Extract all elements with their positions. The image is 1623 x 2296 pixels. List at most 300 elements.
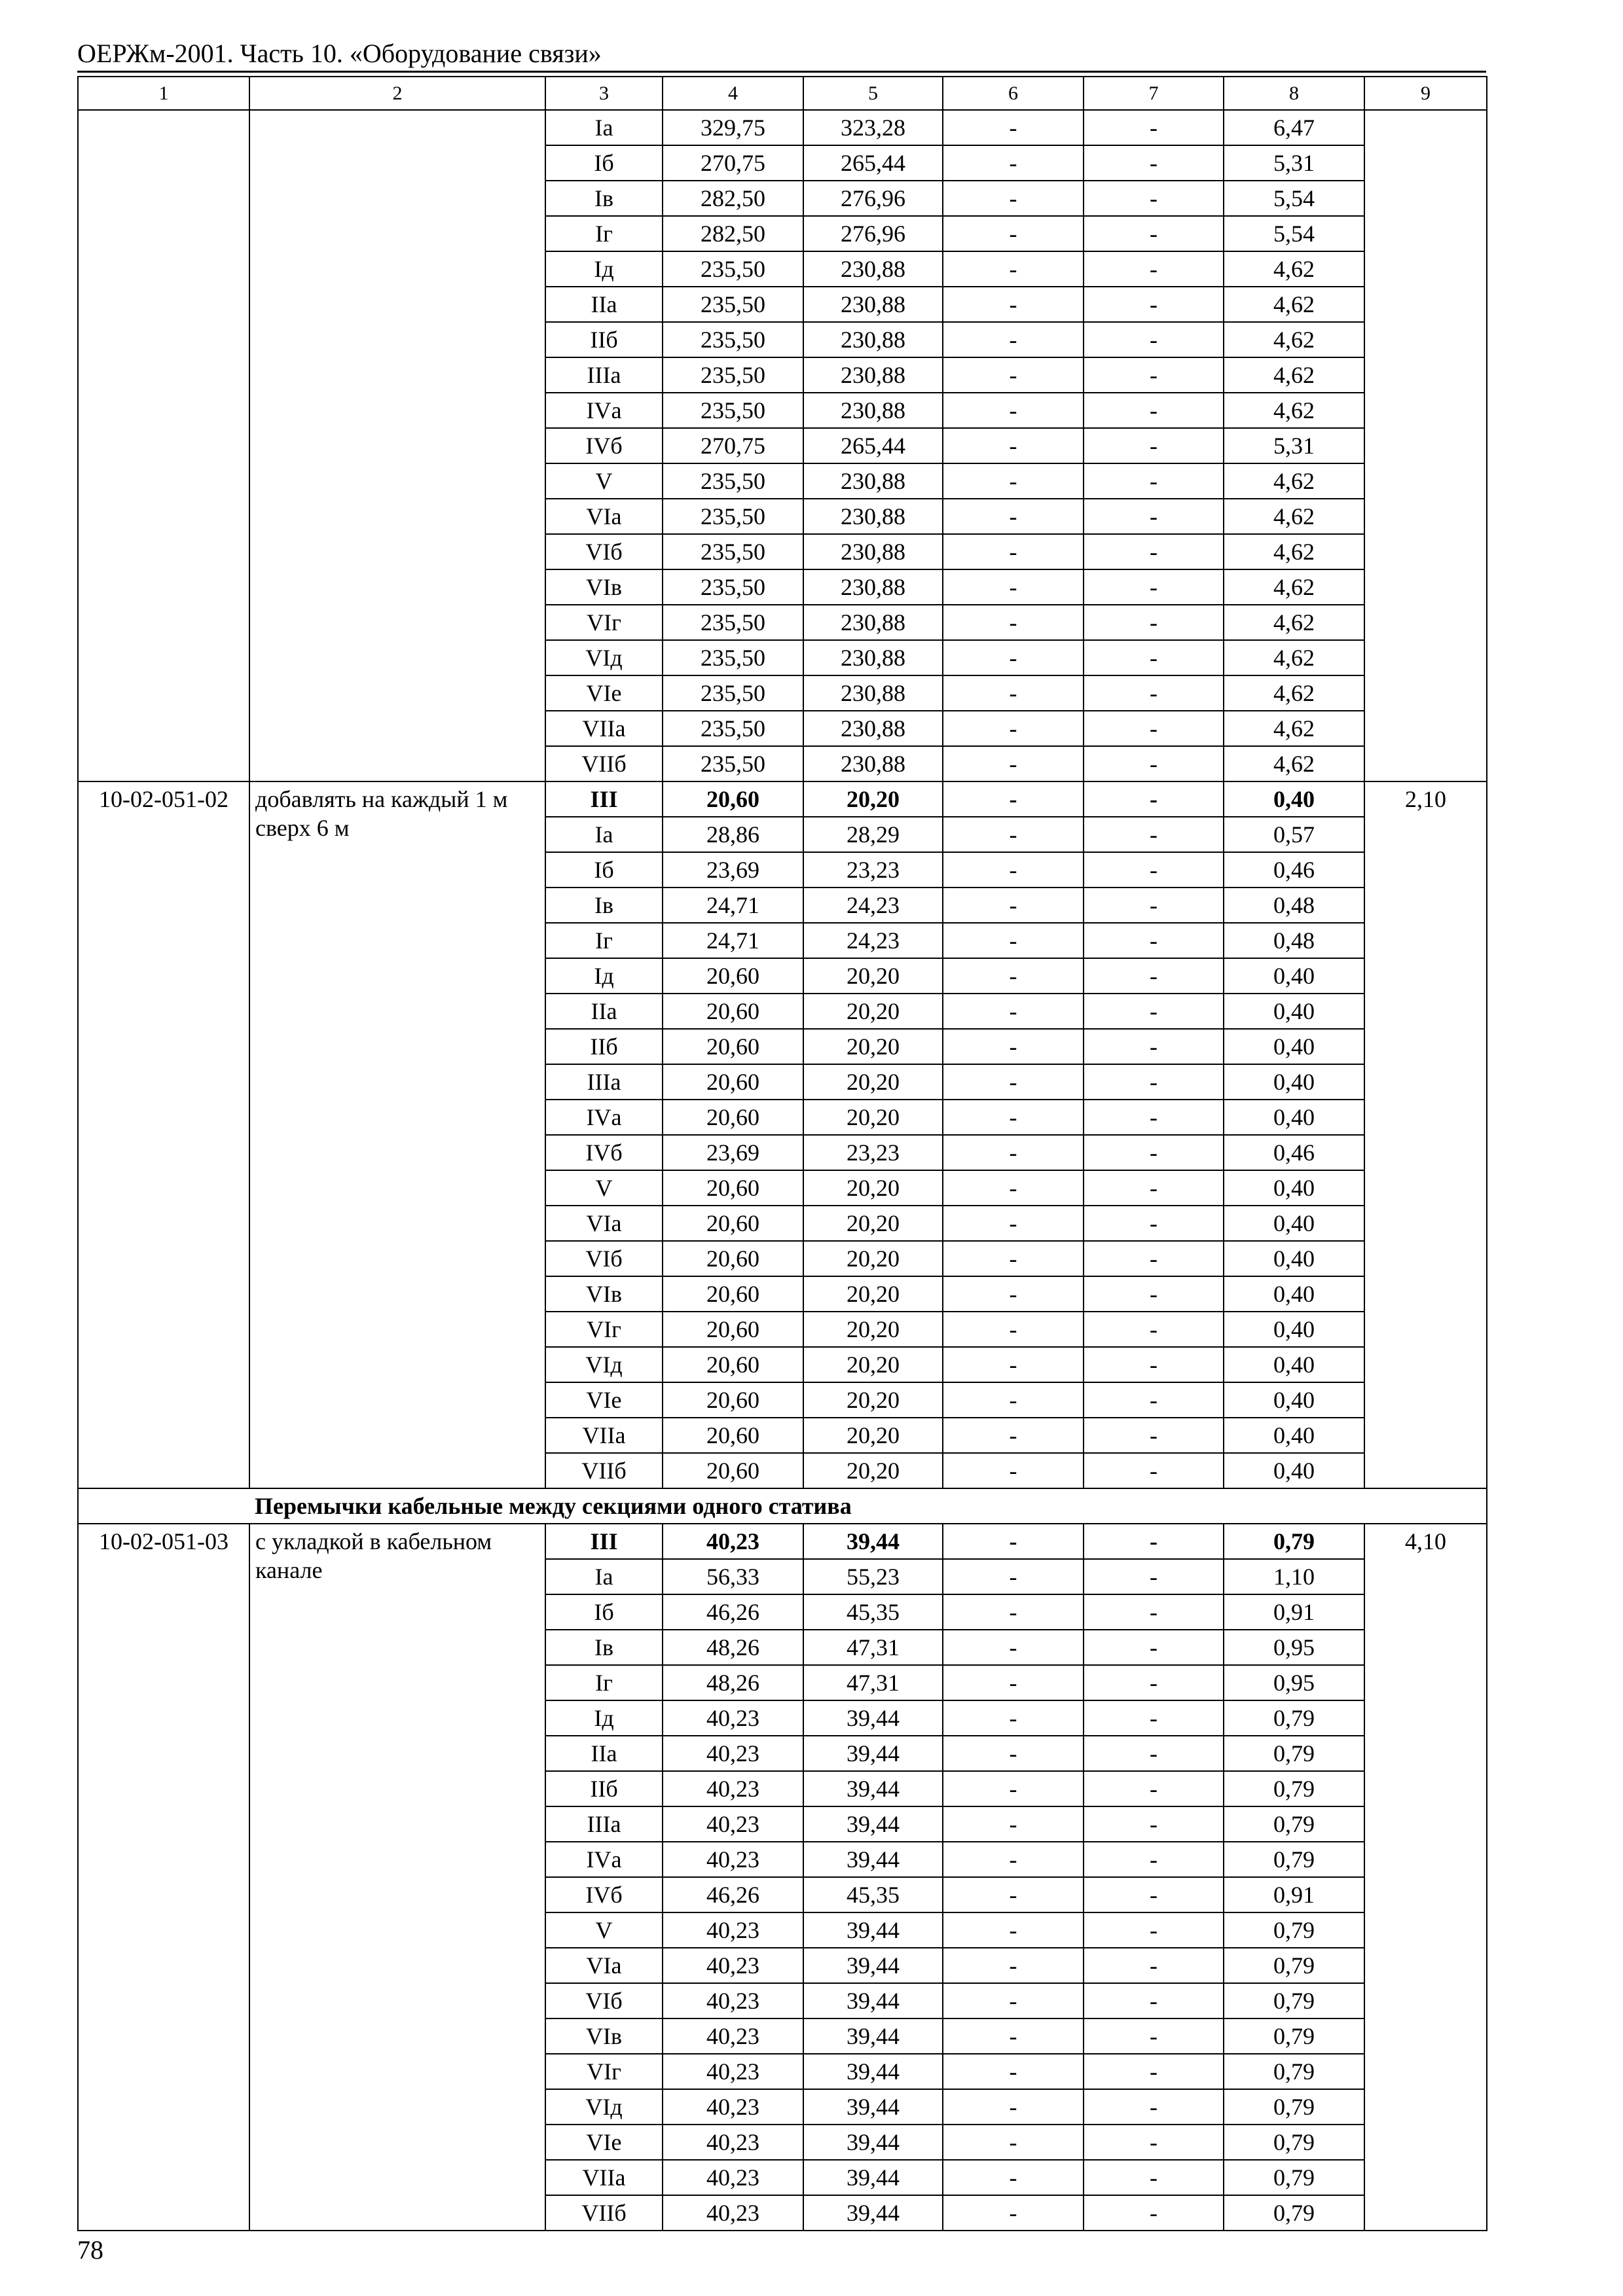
- value-cell: 0,79: [1224, 2089, 1364, 2125]
- value-cell: 0,79: [1224, 2018, 1364, 2054]
- value-cell: -: [943, 322, 1084, 357]
- value-cell: 230,88: [803, 463, 943, 499]
- value-cell: 20,60: [663, 1418, 803, 1453]
- value-cell: 4,62: [1224, 322, 1364, 357]
- value-cell: 0,79: [1224, 1912, 1364, 1948]
- zone-cell: IVб: [545, 1135, 663, 1170]
- value-cell: -: [943, 1842, 1084, 1877]
- zone-cell: VIг: [545, 2054, 663, 2089]
- value-cell: 20,20: [803, 1347, 943, 1382]
- value-cell: 235,50: [663, 287, 803, 322]
- value-cell: 20,60: [663, 1206, 803, 1241]
- zone-cell: VIв: [545, 2018, 663, 2054]
- value-cell: 56,33: [663, 1559, 803, 1594]
- value-cell: -: [1084, 994, 1224, 1029]
- zone-cell: VIIа: [545, 711, 663, 746]
- value-cell: 0,46: [1224, 1135, 1364, 1170]
- value-cell: 4,62: [1224, 357, 1364, 393]
- zone-cell: IIб: [545, 1029, 663, 1064]
- rates-table: [77, 76, 1487, 2231]
- zone-cell: VIг: [545, 1312, 663, 1347]
- value-cell: 40,23: [663, 1700, 803, 1736]
- zone-cell: III: [545, 781, 663, 817]
- column-number: 7: [1084, 77, 1224, 110]
- value-cell: 5,31: [1224, 145, 1364, 181]
- zone-cell: VIв: [545, 1276, 663, 1312]
- value-cell: -: [943, 781, 1084, 817]
- value-cell: -: [1084, 1170, 1224, 1206]
- zone-cell: VIа: [545, 1206, 663, 1241]
- zone-cell: VIIб: [545, 746, 663, 781]
- zone-cell: IIIа: [545, 1064, 663, 1100]
- value-cell: -: [943, 569, 1084, 605]
- column-number: 8: [1224, 77, 1364, 110]
- zone-cell: VIд: [545, 2089, 663, 2125]
- zone-cell: Iа: [545, 1559, 663, 1594]
- value-cell: 276,96: [803, 216, 943, 251]
- value-cell: 40,23: [663, 1771, 803, 1806]
- value-cell: -: [1084, 1100, 1224, 1135]
- value-cell: -: [1084, 357, 1224, 393]
- value-cell: 0,79: [1224, 2054, 1364, 2089]
- value-cell: -: [943, 428, 1084, 463]
- zone-cell: VIд: [545, 640, 663, 675]
- value-cell: 0,40: [1224, 1347, 1364, 1382]
- value-cell: 40,23: [663, 2054, 803, 2089]
- value-cell: -: [943, 1912, 1084, 1948]
- value-cell: 230,88: [803, 357, 943, 393]
- value-cell: 235,50: [663, 357, 803, 393]
- value-cell: -: [1084, 216, 1224, 251]
- value-cell: 40,23: [663, 2195, 803, 2231]
- value-cell: 235,50: [663, 322, 803, 357]
- column-number: 3: [545, 77, 663, 110]
- value-cell: -: [1084, 2018, 1224, 2054]
- value-cell: 40,23: [663, 2089, 803, 2125]
- value-cell: 39,44: [803, 2089, 943, 2125]
- value-cell: 39,44: [803, 2125, 943, 2160]
- value-cell: 39,44: [803, 1948, 943, 1983]
- value-cell: -: [1084, 1029, 1224, 1064]
- page-number: 78: [77, 2235, 103, 2265]
- value-cell: 0,79: [1224, 1948, 1364, 1983]
- value-cell: -: [943, 1029, 1084, 1064]
- value-cell: -: [943, 2160, 1084, 2195]
- section-heading-spacer: [78, 1488, 249, 1524]
- value-cell: -: [1084, 1983, 1224, 2018]
- description-cell: [249, 110, 545, 781]
- value-cell: -: [943, 216, 1084, 251]
- value-cell: 282,50: [663, 216, 803, 251]
- section-heading: Перемычки кабельные между секциями одного статива: [249, 1488, 1487, 1524]
- column-number: 4: [663, 77, 803, 110]
- value-cell: -: [1084, 1312, 1224, 1347]
- value-cell: -: [1084, 322, 1224, 357]
- zone-cell: IIа: [545, 1736, 663, 1771]
- column-number: 6: [943, 77, 1084, 110]
- value-cell: -: [943, 181, 1084, 216]
- value-cell: 0,95: [1224, 1665, 1364, 1700]
- value-cell: -: [943, 1170, 1084, 1206]
- value-cell: 23,23: [803, 852, 943, 888]
- value-cell: 24,23: [803, 923, 943, 958]
- value-cell: -: [943, 1559, 1084, 1594]
- value-cell: -: [1084, 251, 1224, 287]
- zone-cell: IIа: [545, 287, 663, 322]
- value-cell: -: [943, 1347, 1084, 1382]
- value-cell: 4,62: [1224, 569, 1364, 605]
- zone-cell: Iд: [545, 1700, 663, 1736]
- value-cell: -: [1084, 817, 1224, 852]
- zone-cell: V: [545, 463, 663, 499]
- value-cell: 24,71: [663, 888, 803, 923]
- value-cell: -: [943, 1630, 1084, 1665]
- value-cell: -: [1084, 1948, 1224, 1983]
- value-cell: 0,95: [1224, 1630, 1364, 1665]
- value-cell: 39,44: [803, 2195, 943, 2231]
- value-cell: -: [1084, 1806, 1224, 1842]
- value-cell: -: [943, 1771, 1084, 1806]
- value-cell: 0,48: [1224, 888, 1364, 923]
- value-cell: 0,79: [1224, 2125, 1364, 2160]
- zone-cell: III: [545, 1524, 663, 1559]
- value-cell: -: [1084, 675, 1224, 711]
- value-cell: 20,20: [803, 1100, 943, 1135]
- value-cell: -: [943, 605, 1084, 640]
- value-cell: 39,44: [803, 2018, 943, 2054]
- zone-cell: VIе: [545, 2125, 663, 2160]
- zone-cell: VIIб: [545, 2195, 663, 2231]
- value-cell: 20,20: [803, 1382, 943, 1418]
- value-cell: 0,40: [1224, 1241, 1364, 1276]
- value-cell: -: [943, 1594, 1084, 1630]
- value-cell: 20,20: [803, 958, 943, 994]
- value-cell: 20,20: [803, 1206, 943, 1241]
- value-cell: 1,10: [1224, 1559, 1364, 1594]
- value-cell: 0,40: [1224, 1206, 1364, 1241]
- value-cell: -: [943, 746, 1084, 781]
- zone-cell: VIд: [545, 1347, 663, 1382]
- value-cell: 45,35: [803, 1594, 943, 1630]
- value-cell: -: [943, 1453, 1084, 1488]
- zone-cell: VIг: [545, 605, 663, 640]
- value-cell: 0,40: [1224, 958, 1364, 994]
- value-cell: -: [1084, 499, 1224, 534]
- value-cell: 230,88: [803, 746, 943, 781]
- value-cell: -: [1084, 746, 1224, 781]
- value-cell: -: [943, 2125, 1084, 2160]
- value-cell: 23,23: [803, 1135, 943, 1170]
- value-cell: 20,60: [663, 781, 803, 817]
- value-cell: -: [943, 1276, 1084, 1312]
- value-cell: 4,62: [1224, 287, 1364, 322]
- value-cell: 0,40: [1224, 1312, 1364, 1347]
- value-cell: 230,88: [803, 711, 943, 746]
- value-cell: 329,75: [663, 110, 803, 145]
- zone-cell: Iа: [545, 110, 663, 145]
- value-cell: -: [1084, 1700, 1224, 1736]
- zone-cell: VIIб: [545, 1453, 663, 1488]
- value-cell: -: [943, 1948, 1084, 1983]
- value-cell: 4,62: [1224, 499, 1364, 534]
- value-cell: -: [1084, 2125, 1224, 2160]
- value-cell: 4,62: [1224, 746, 1364, 781]
- value-cell: 0,79: [1224, 1771, 1364, 1806]
- value-cell: -: [943, 1877, 1084, 1912]
- value-cell: -: [1084, 1559, 1224, 1594]
- value-cell: -: [1084, 781, 1224, 817]
- value-cell: 39,44: [803, 1983, 943, 2018]
- value-cell: -: [1084, 1453, 1224, 1488]
- value-cell: 235,50: [663, 463, 803, 499]
- description-cell: добавлять на каждый 1 м сверх 6 м: [249, 781, 545, 1488]
- value-cell: -: [1084, 1241, 1224, 1276]
- value-cell: 39,44: [803, 1842, 943, 1877]
- zone-cell: IIа: [545, 994, 663, 1029]
- value-cell: -: [1084, 1206, 1224, 1241]
- zone-cell: Iг: [545, 923, 663, 958]
- value-cell: -: [1084, 1842, 1224, 1877]
- value-cell: -: [943, 499, 1084, 534]
- code-cell: [78, 110, 249, 781]
- value-cell: 235,50: [663, 251, 803, 287]
- value-cell: 6,47: [1224, 110, 1364, 145]
- value-cell: 230,88: [803, 287, 943, 322]
- value-cell: 40,23: [663, 2125, 803, 2160]
- zone-cell: Iб: [545, 852, 663, 888]
- value-cell: -: [943, 994, 1084, 1029]
- value-cell: -: [943, 2195, 1084, 2231]
- value-cell: 20,60: [663, 1064, 803, 1100]
- value-cell: 235,50: [663, 746, 803, 781]
- zone-cell: IVа: [545, 393, 663, 428]
- value-cell: 20,60: [663, 1241, 803, 1276]
- value-cell: 40,23: [663, 1948, 803, 1983]
- value-cell: 20,60: [663, 1382, 803, 1418]
- value-cell: -: [1084, 1912, 1224, 1948]
- header-rule: [77, 71, 1486, 73]
- coefficient-cell: 2,10: [1364, 781, 1487, 1488]
- value-cell: 48,26: [663, 1630, 803, 1665]
- value-cell: 4,62: [1224, 251, 1364, 287]
- value-cell: 0,40: [1224, 1453, 1364, 1488]
- value-cell: 39,44: [803, 1736, 943, 1771]
- zone-cell: Iд: [545, 958, 663, 994]
- zone-cell: IVб: [545, 428, 663, 463]
- value-cell: 55,23: [803, 1559, 943, 1594]
- value-cell: 20,60: [663, 1170, 803, 1206]
- value-cell: 235,50: [663, 711, 803, 746]
- value-cell: -: [943, 1700, 1084, 1736]
- value-cell: -: [1084, 605, 1224, 640]
- value-cell: -: [1084, 1736, 1224, 1771]
- value-cell: 20,20: [803, 1453, 943, 1488]
- value-cell: 20,20: [803, 1170, 943, 1206]
- code-cell: 10-02-051-02: [78, 781, 249, 1488]
- value-cell: 47,31: [803, 1630, 943, 1665]
- value-cell: 48,26: [663, 1665, 803, 1700]
- value-cell: -: [943, 1064, 1084, 1100]
- value-cell: 0,40: [1224, 994, 1364, 1029]
- value-cell: 20,60: [663, 1312, 803, 1347]
- value-cell: 39,44: [803, 1700, 943, 1736]
- value-cell: 265,44: [803, 428, 943, 463]
- value-cell: -: [1084, 923, 1224, 958]
- value-cell: -: [943, 145, 1084, 181]
- value-cell: 5,54: [1224, 216, 1364, 251]
- value-cell: 276,96: [803, 181, 943, 216]
- zone-cell: IVб: [545, 1877, 663, 1912]
- value-cell: 0,79: [1224, 1806, 1364, 1842]
- value-cell: -: [1084, 569, 1224, 605]
- value-cell: -: [943, 958, 1084, 994]
- column-number-row: [78, 77, 1487, 110]
- value-cell: 20,20: [803, 1418, 943, 1453]
- value-cell: 230,88: [803, 251, 943, 287]
- value-cell: -: [943, 2054, 1084, 2089]
- value-cell: -: [1084, 2089, 1224, 2125]
- value-cell: 5,31: [1224, 428, 1364, 463]
- value-cell: -: [1084, 852, 1224, 888]
- value-cell: 20,60: [663, 1453, 803, 1488]
- zone-cell: IIIа: [545, 357, 663, 393]
- value-cell: -: [1084, 888, 1224, 923]
- rates-table-body: [78, 77, 1487, 2231]
- value-cell: 47,31: [803, 1665, 943, 1700]
- value-cell: -: [943, 2089, 1084, 2125]
- value-cell: 230,88: [803, 605, 943, 640]
- value-cell: 20,60: [663, 994, 803, 1029]
- value-cell: -: [1084, 110, 1224, 145]
- value-cell: 40,23: [663, 2018, 803, 2054]
- value-cell: 24,23: [803, 888, 943, 923]
- zone-cell: V: [545, 1170, 663, 1206]
- value-cell: 230,88: [803, 322, 943, 357]
- value-cell: 0,48: [1224, 923, 1364, 958]
- zone-cell: VIIа: [545, 1418, 663, 1453]
- value-cell: 282,50: [663, 181, 803, 216]
- column-number: 2: [249, 77, 545, 110]
- value-cell: -: [1084, 1771, 1224, 1806]
- value-cell: 20,60: [663, 1276, 803, 1312]
- value-cell: -: [1084, 145, 1224, 181]
- value-cell: -: [943, 251, 1084, 287]
- value-cell: 4,62: [1224, 640, 1364, 675]
- value-cell: 0,40: [1224, 781, 1364, 817]
- value-cell: -: [943, 287, 1084, 322]
- value-cell: -: [943, 675, 1084, 711]
- zone-cell: V: [545, 1912, 663, 1948]
- value-cell: -: [943, 923, 1084, 958]
- value-cell: -: [1084, 1594, 1224, 1630]
- value-cell: 230,88: [803, 499, 943, 534]
- value-cell: -: [943, 1665, 1084, 1700]
- value-cell: -: [943, 1418, 1084, 1453]
- value-cell: 230,88: [803, 393, 943, 428]
- value-cell: 4,62: [1224, 393, 1364, 428]
- value-cell: 4,62: [1224, 605, 1364, 640]
- value-cell: -: [1084, 711, 1224, 746]
- value-cell: 23,69: [663, 852, 803, 888]
- zone-cell: Iд: [545, 251, 663, 287]
- value-cell: 0,79: [1224, 2195, 1364, 2231]
- value-cell: 39,44: [803, 1912, 943, 1948]
- value-cell: 235,50: [663, 393, 803, 428]
- value-cell: -: [943, 1524, 1084, 1559]
- zone-cell: IIIа: [545, 1806, 663, 1842]
- value-cell: 4,62: [1224, 463, 1364, 499]
- value-cell: -: [943, 110, 1084, 145]
- zone-cell: IIб: [545, 1771, 663, 1806]
- value-cell: 39,44: [803, 1524, 943, 1559]
- section-heading-row: [78, 1488, 1487, 1524]
- value-cell: 0,46: [1224, 852, 1364, 888]
- value-cell: -: [1084, 1877, 1224, 1912]
- value-cell: 20,20: [803, 1312, 943, 1347]
- value-cell: -: [943, 1736, 1084, 1771]
- value-cell: 20,60: [663, 1100, 803, 1135]
- zone-cell: VIа: [545, 1948, 663, 1983]
- value-cell: 0,91: [1224, 1877, 1364, 1912]
- value-cell: -: [943, 463, 1084, 499]
- zone-cell: VIа: [545, 499, 663, 534]
- value-cell: 40,23: [663, 1806, 803, 1842]
- value-cell: -: [943, 357, 1084, 393]
- description-cell: с укладкой в кабельном канале: [249, 1524, 545, 2231]
- value-cell: -: [1084, 393, 1224, 428]
- value-cell: 45,35: [803, 1877, 943, 1912]
- value-cell: 40,23: [663, 2160, 803, 2195]
- value-cell: 0,40: [1224, 1064, 1364, 1100]
- value-cell: -: [1084, 958, 1224, 994]
- value-cell: 0,57: [1224, 817, 1364, 852]
- value-cell: 230,88: [803, 640, 943, 675]
- table-row: [78, 110, 1487, 145]
- value-cell: 46,26: [663, 1877, 803, 1912]
- value-cell: 235,50: [663, 640, 803, 675]
- value-cell: -: [1084, 2054, 1224, 2089]
- value-cell: -: [943, 640, 1084, 675]
- value-cell: -: [1084, 1665, 1224, 1700]
- column-number: 5: [803, 77, 943, 110]
- zone-cell: VIIа: [545, 2160, 663, 2195]
- value-cell: -: [943, 817, 1084, 852]
- value-cell: 235,50: [663, 534, 803, 569]
- table-row: [78, 781, 1487, 817]
- value-cell: -: [1084, 1418, 1224, 1453]
- value-cell: -: [1084, 1064, 1224, 1100]
- value-cell: 4,62: [1224, 711, 1364, 746]
- value-cell: -: [943, 1241, 1084, 1276]
- zone-cell: VIе: [545, 675, 663, 711]
- value-cell: -: [1084, 463, 1224, 499]
- zone-cell: VIв: [545, 569, 663, 605]
- value-cell: 270,75: [663, 145, 803, 181]
- value-cell: 230,88: [803, 534, 943, 569]
- value-cell: 4,62: [1224, 675, 1364, 711]
- zone-cell: Iв: [545, 888, 663, 923]
- value-cell: -: [1084, 1524, 1224, 1559]
- value-cell: 24,71: [663, 923, 803, 958]
- value-cell: -: [943, 2018, 1084, 2054]
- zone-cell: Iб: [545, 1594, 663, 1630]
- value-cell: -: [1084, 1382, 1224, 1418]
- value-cell: 39,44: [803, 2160, 943, 2195]
- value-cell: 20,20: [803, 1241, 943, 1276]
- value-cell: 40,23: [663, 1983, 803, 2018]
- value-cell: -: [943, 1983, 1084, 2018]
- zone-cell: Iг: [545, 1665, 663, 1700]
